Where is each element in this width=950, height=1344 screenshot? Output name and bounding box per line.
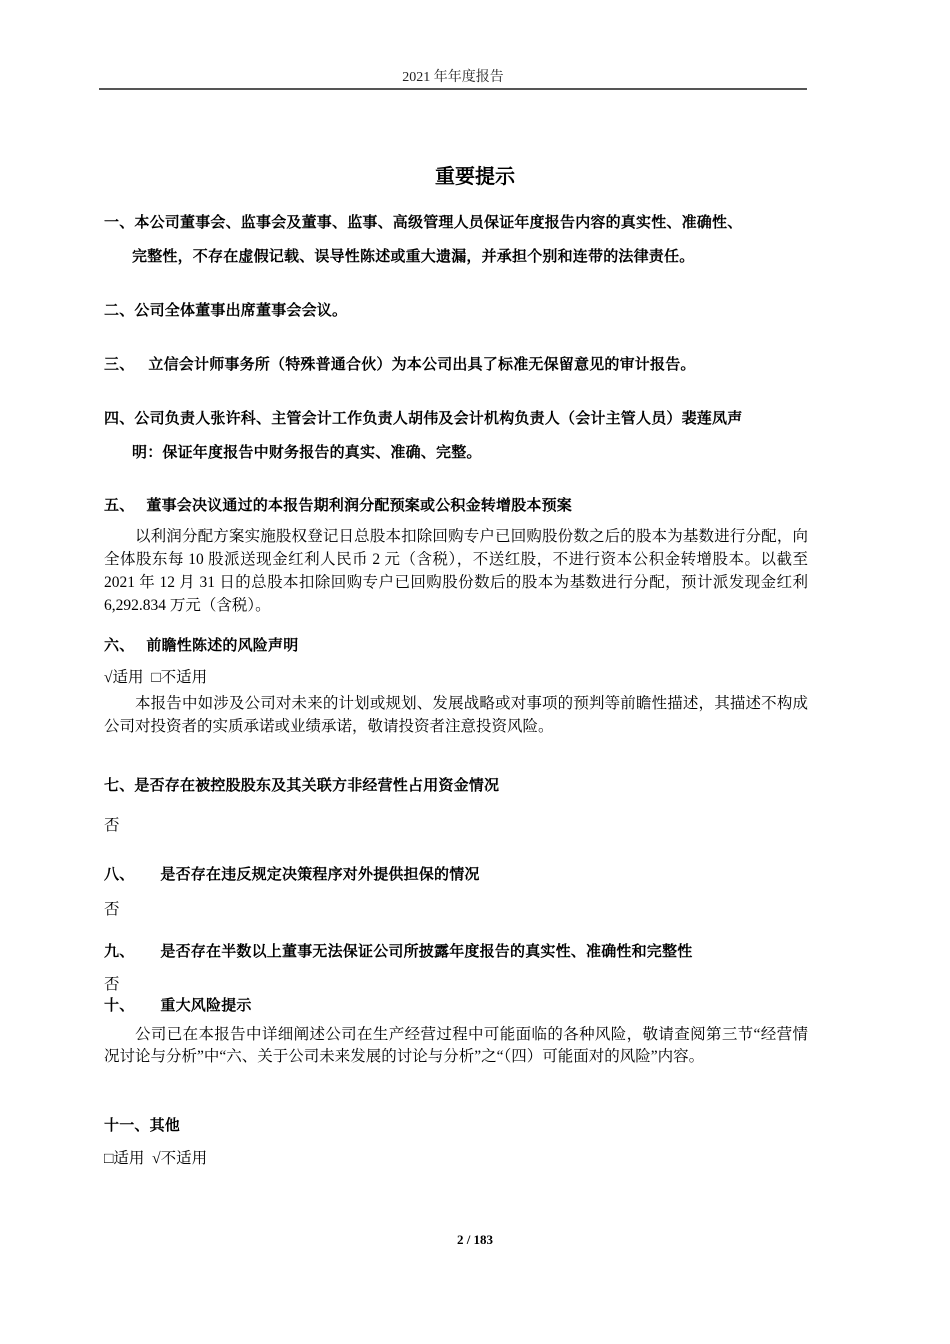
section-1-line-1 [104,211,742,232]
section-10-heading-text: 重大风险提示 [160,996,252,1014]
section-1-line-2: 完整性，不存在虚假记载、误导性陈述或重大遗漏，并承担个别和连带的法律责任。 [132,247,695,265]
section-3-number: 三、 [104,355,135,373]
section-11-heading [104,1114,180,1135]
section-3-text: 立信会计师事务所（特殊普通合伙）为本公司出具了标准无保留意见的审计报告。 [148,355,696,373]
section-6-applicability: √适用 □不适用 [104,669,208,686]
section-8-heading-text: 是否存在违反规定决策程序对外提供担保的情况 [160,865,480,883]
section-7-number: 七、 [104,776,135,794]
section-6-number: 六、 [104,636,135,654]
section-5-number: 五、 [104,496,135,514]
section-8-heading [104,863,480,884]
page-title: 重要提示 [435,164,515,188]
section-2-number: 二、 [104,301,135,319]
section-4-line-1 [104,407,742,428]
section-5-heading-text: 董事会决议通过的本报告期利润分配预案或公积金转增股本预案 [146,496,573,514]
section-10-heading [104,994,252,1015]
section-11-number: 十一、 [104,1116,150,1134]
section-5-body: 以利润分配方案实施股权登记日总股本扣除回购专户已回购股份数之后的股本为基数进行分配，向全体股东每 10 股派送现金红利人民币 2 元（含税），不送红股，不进行资本公积金转增股本。以截至 2021 年 12 月 31 日的总股本扣除回购专户已回购股份数后的股本为基数进行分配，预计派发现金红利 6,292.834 万元（含税）。 [104,528,808,614]
section-2 [104,299,347,320]
section-10-number: 十、 [104,996,135,1014]
header-divider [99,88,807,90]
section-10-body: 公司已在本报告中详细阐述公司在生产经营过程中可能面临的各种风险，敬请查阅第三节“经营情况讨论与分析”中“六、关于公司未来发展的讨论与分析”之“（四）可能面对的风险”内容。 [104,1026,808,1065]
section-1-number: 一、 [104,213,135,231]
running-header: 2021 年年度报告 [402,70,504,85]
section-9-heading [104,940,692,961]
section-11-applicability: □适用 √不适用 [104,1150,208,1167]
section-6-heading [104,634,298,655]
section-11-heading-text: 其他 [149,1116,181,1134]
section-2-text: 公司全体董事出席董事会会议。 [134,301,348,319]
section-6-heading-text: 前瞻性陈述的风险声明 [146,636,299,654]
section-9-answer: 否 [104,976,120,993]
section-5-heading [104,494,572,515]
section-7-answer: 否 [104,817,120,834]
section-7-heading [104,774,499,795]
section-9-heading-text: 是否存在半数以上董事无法保证公司所披露年度报告的真实性、准确性和完整性 [160,942,693,960]
section-7-heading-text: 是否存在被控股股东及其关联方非经营性占用资金情况 [134,776,500,794]
section-4-text: 公司负责人张许科、主管会计工作负责人胡伟及会计机构负责人（会计主管人员）裴莲凤声 [134,409,743,427]
section-6-body: 本报告中如涉及公司对未来的计划或规划、发展战略或对事项的预判等前瞻性描述，其描述不构成公司对投资者的实质承诺或业绩承诺，敬请投资者注意投资风险。 [104,695,808,735]
section-1-text: 本公司董事会、监事会及董事、监事、高级管理人员保证年度报告内容的真实性、准确性、 [134,213,743,231]
section-9-number: 九、 [104,942,135,960]
section-4-number: 四、 [104,409,135,427]
section-8-number: 八、 [104,865,135,883]
section-8-answer: 否 [104,901,120,918]
section-3 [104,353,696,374]
section-4-line-2: 明：保证年度报告中财务报告的真实、准确、完整。 [132,443,482,461]
page-number: 2 / 183 [456,1232,494,1247]
